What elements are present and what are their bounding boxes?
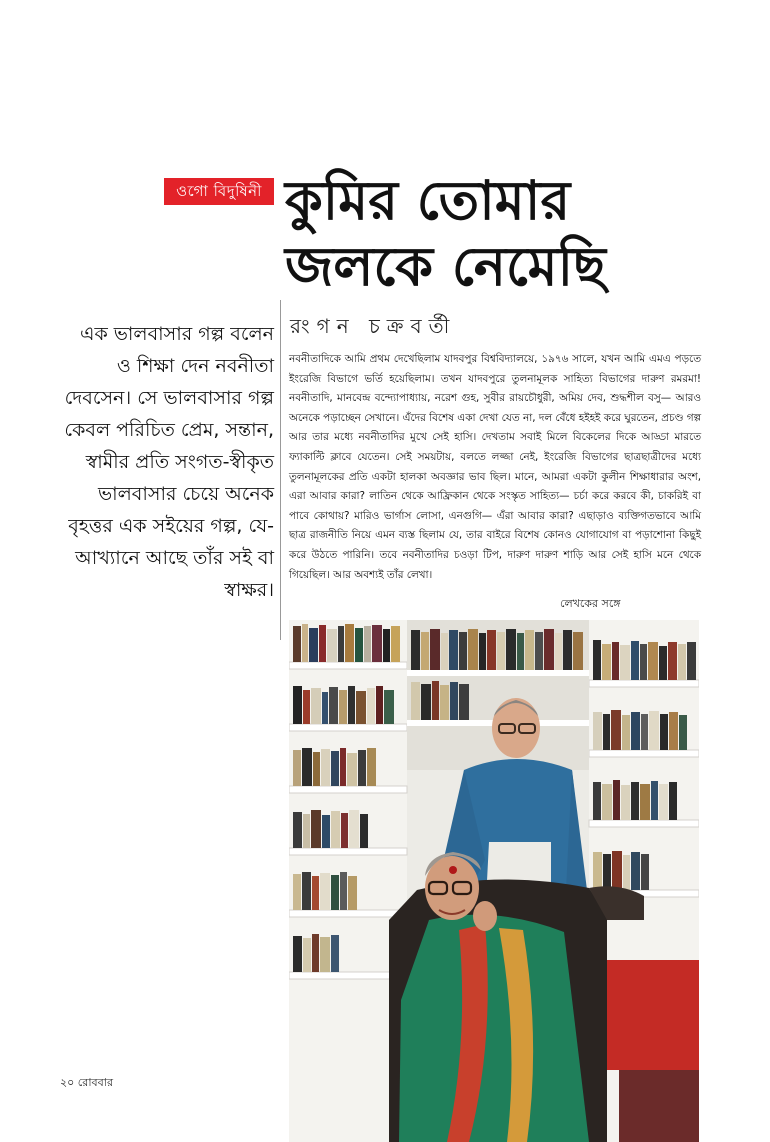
column-divider	[280, 300, 281, 640]
pull-quote: এক ভালবাসার গল্প বলেন ও শিক্ষা দেন নবনীতা দেবসেন। সে ভালবাসার গল্প কেবল পরিচিত প্রেম, সন্তান, স্বামীর প্রতি সংগত-স্বীকৃত ভালবাসার চেয়ে অনেক বৃহত্তর এক সইয়ের গল্প, যে-আখ্যানে আছে তাঁর সই বা স্বাক্ষর।	[64, 323, 274, 601]
headline-line-1: কুমির তোমার	[285, 169, 571, 232]
photo-caption: লেখকের সঙ্গে	[560, 597, 621, 610]
article-photo	[289, 620, 699, 1142]
photo-illustration	[289, 620, 699, 1142]
page-folio: ২০ রোববার	[60, 1076, 113, 1089]
byline: রংগন চক্রবর্তী	[290, 314, 457, 338]
section-tag: ওগো বিদুষিনী	[164, 178, 274, 205]
headline-line-2: জলকে নেমেছি	[285, 235, 606, 298]
headline	[285, 168, 755, 300]
article-body: নবনীতাদিকে আমি প্রথম দেখেছিলাম যাদবপুর বিশ্ববিদ্যালয়ে, ১৯৭৬ সালে, যখন আমি এমএ পড়তে ইংরেজি বিভাগে ভর্তি হয়েছিলাম। তখন যাদবপুরে তুলনামূলক সাহিত্য বিভাগের দারুণ রমরমা! নবনীতাদি, মানবেন্দ্র বন্দ্যোপাধ্যায়, নরেশ গুহ, সুবীর রায়চৌধুরী, অমিয় দেব, শুদ্ধশীল বসু— আরও অনেকে পড়াচ্ছেন সেখানে। এঁদের বিশেষ একা দেখা যেত না, দল বেঁধে হইহই করে ঘুরতেন, প্রচণ্ড গল্প আর তার মধ্যে নবনীতাদির মুখে সেই হাসি। দেখতাম সবাই মিলে বিকেলের দিকে আড্ডা মারতে ফ্যাকাল্টি ক্লাবে যেতেন। সেই সময়টায়, বলতে লজ্জা নেই, ইংরেজি বিভাগের ছাত্রছাত্রীদের মধ্যে তুলনামূলকের প্রতি একটা হালকা অবজ্ঞার ভাব ছিল। মানে, আমরা একটা কুলীন শিক্ষাধারার অংশ, এরা আবার কারা? লাতিন থেকে আফ্রিকান থেকে সংস্কৃত সাহিত্য— চর্চা করে করবে কী, চাকরিই বা পাবে কোথায়? মারিও ভার্গাস লোসা, এনগুগি— এঁরা আবার কারা? এছাড়াও ব্যক্তিগতভাবে আমি ছাত্র রাজনীতি নিয়ে এমন ব্যস্ত ছিলাম যে, তার বাইরে বিশেষ কোনও যোগাযোগ বা পড়াশোনা কিছুই করে উঠতে পারিনি। তবে নবনীতাদির চওড়া টিপ, দারুণ দারুণ শাড়ি আর সেই হাসি মনে থেকে গিয়েছিল। আর অবশ্যই তাঁর লেখা।	[289, 353, 701, 581]
